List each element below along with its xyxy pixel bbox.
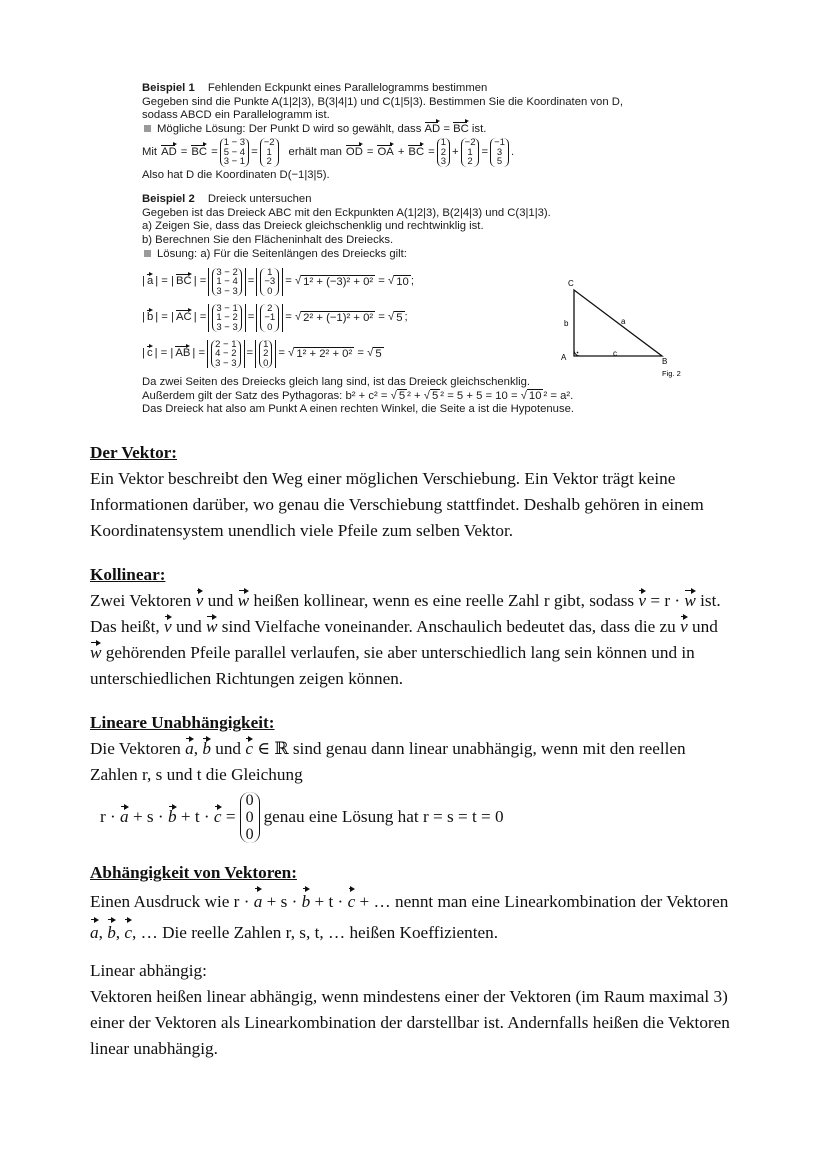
side-length-row: | a | = | BC | = 3 − 2 1 − 4 3 − 3 = 1 −3 0 = √ 1² + (−3)² + 0² = √ 10 ; xyxy=(142,267,414,297)
example-2-line: b) Berechnen Sie den Flächeninhalt des Dreiecks. xyxy=(142,233,394,246)
zero-vector: 0 0 0 xyxy=(240,792,260,843)
bullet-icon xyxy=(144,125,151,132)
example-1-result: Also hat D die Koordinaten D(−1|3|5). xyxy=(142,168,330,181)
notes-section xyxy=(90,440,730,1062)
side-length-row: | c | = | AB | = 2 − 1 4 − 2 3 − 3 = 1 2 0 = √ 1² + 2² + 0² = √ 5 xyxy=(142,339,382,369)
vertex-a-label: A xyxy=(561,353,567,362)
example-2-title: Beispiel 2 xyxy=(142,193,195,206)
paragraph-linearkombination: Einen Ausdruck wie r · a + s · b + t · c + … nennt man eine Linearkombination der Vektoren a, b, c, … Die reelle Zahlen r, s, t, … heißen Koeffizienten. xyxy=(90,886,730,948)
side-length-row: | b | = | AC | = 3 − 1 1 − 2 3 − 3 = 2 −1 0 = √ 2² + (−1)² + 0² = √ 5 ; xyxy=(142,303,408,333)
example-1-line: sodass ABCD ein Parallelogramm ist. xyxy=(142,109,330,122)
example-1-line: Gegeben sind die Punkte A(1|2|3), B(3|4|1) und C(1|5|3). Bestimmen Sie die Koordinaten von D, xyxy=(142,95,624,108)
triangle-figure xyxy=(558,278,688,378)
example-1-subtitle: Fehlenden Eckpunkt eines Parallelogramms bestimmen xyxy=(207,82,488,94)
matrix: −2 1 2 xyxy=(461,138,480,166)
example-1-heading xyxy=(142,82,702,96)
equation-linear-independence: r · a + s · b + t · c = 0 0 0 genau eine Lösung hat r = s = t = 0 xyxy=(100,791,504,843)
vertex-c-label: C xyxy=(568,279,574,288)
matrix: 1 − 3 5 − 4 3 − 1 xyxy=(220,138,249,166)
bullet-icon xyxy=(144,250,151,257)
paragraph-vektor: Ein Vektor beschreibt den Weg einer möglichen Verschiebung. Ein Vektor trägt keine Informationen darüber, wo genau die Verschiebung stattfindet. Deshalb gehören in einem Koordinatensystem unendlich viele Pfeile zum selben Vektor. xyxy=(90,469,704,540)
matrix: 1 2 3 xyxy=(437,138,450,166)
right-angle-dot xyxy=(577,352,579,354)
example-2-subtitle: Dreieck untersuchen xyxy=(207,193,312,206)
paragraph-kollinear: Zwei Vektoren v und w heißen kollinear, wenn es eine reelle Zahl r gibt, sodass v = r · w ist. Das heißt, v und w sind Vielfache voneinander. Anschaulich bedeutet das, dass die zu v und w gehörenden Pfeile parallel verlaufen, sie aber unterschiedlich lang sein können und in unterschiedlichen Richtungen zeigen können. xyxy=(90,588,730,692)
example-1-title: Beispiel 1 xyxy=(142,82,195,94)
vertex-b-label: B xyxy=(662,357,668,366)
figure-caption: Fig. 2 xyxy=(662,369,681,378)
heading-vektor: Der Vektor: xyxy=(90,443,178,462)
example-1-solution-lead: Mögliche Lösung: Der Punkt D wird so gewählt, dass AD = BC ist. xyxy=(142,123,702,137)
heading-kollinear: Kollinear: xyxy=(90,565,166,584)
example-2-conclusion: Das Dreieck hat also am Punkt A einen rechten Winkel, die Seite a ist die Hypotenuse. xyxy=(142,403,575,416)
paragraph-linear-abhaengig: Vektoren heißen linear abhängig, wenn mindestens einer der Vektoren (im Raum maximal 3) einer der Vektoren als Linearkombination der darstellbar ist. Andernfalls heißen die Vektoren linear unabhängig. xyxy=(90,987,730,1058)
heading-abhaengigkeit: Abhängigkeit von Vektoren: xyxy=(90,863,297,882)
example-1-computation: Mit AD = BC = 1 − 3 5 − 4 3 − 1 = −2 1 2 erhält man OD = OA + BC = 1 2 3 + −2 1 2 = −1 3 5 . xyxy=(142,137,515,168)
vector-ad: AD xyxy=(424,122,441,135)
paragraph-lineare-unabhaengigkeit: Die Vektoren a, b und c ∈ ℝ sind genau dann linear unabhängig, wenn mit den reellen Zahlen r, s und t die Gleichung xyxy=(90,736,730,788)
example-2-conclusion: Da zwei Seiten des Dreiecks gleich lang sind, ist das Dreieck gleichschenklig. xyxy=(142,376,531,389)
example-2-line: a) Zeigen Sie, dass das Dreieck gleichschenklig und rechtwinklig ist. xyxy=(142,220,484,233)
side-c-label: c xyxy=(613,349,617,358)
side-a-label: a xyxy=(621,317,626,326)
matrix: −1 3 5 xyxy=(490,138,509,166)
side-b-label: b xyxy=(564,319,569,328)
example-2-solution-lead: Lösung: a) Für die Seitenlängen des Dreiecks gilt: xyxy=(142,248,702,262)
example-2-heading xyxy=(142,193,702,207)
heading-lineare-unabhaengigkeit: Lineare Unabhängigkeit: xyxy=(90,713,275,732)
example-2-line: Gegeben ist das Dreieck ABC mit den Eckpunkten A(1|2|3), B(2|4|3) und C(3|1|3). xyxy=(142,206,551,219)
vector-bc: BC xyxy=(453,122,469,135)
triangle-shape xyxy=(574,290,662,356)
example-2-pythagoras: Außerdem gilt der Satz des Pythagoras: b² + c² = √ 5 ² + √ 5 ² = 5 + 5 = 10 = √ 10 ² = a². xyxy=(142,389,574,402)
matrix: −2 1 2 xyxy=(260,138,279,166)
subheading-linear-abhaengig: Linear abhängig: xyxy=(90,961,207,980)
